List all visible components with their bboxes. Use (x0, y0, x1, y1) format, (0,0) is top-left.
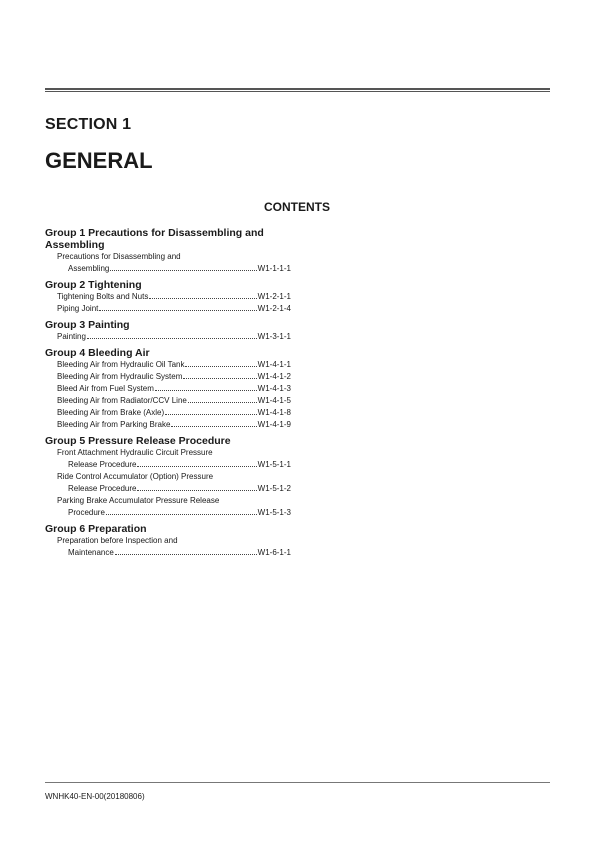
toc-entry-text: Bleed Air from Fuel System (57, 384, 154, 393)
toc-page-number: W1-1-1-1 (257, 264, 291, 273)
dot-leader (137, 466, 256, 467)
toc-entry[interactable] (45, 331, 291, 343)
toc-group-title: Group 2 Tightening (45, 279, 142, 291)
toc-page-number: W1-3-1-1 (257, 332, 291, 341)
section-label: SECTION 1 (45, 116, 132, 133)
toc-entry[interactable] (45, 383, 291, 395)
dot-leader (99, 310, 256, 311)
dot-leader (87, 338, 257, 339)
toc-page-number: W1-5-1-1 (257, 460, 291, 469)
toc-entry-text: Release Procedure (68, 484, 137, 493)
toc-entry-text: Ride Control Accumulator (Option) Pressure (57, 472, 214, 481)
toc-group-title: Group 1 Precautions for Disassembling and Assembling (45, 227, 264, 251)
toc-group (45, 227, 291, 275)
toc-page-number: W1-4-1-1 (257, 360, 291, 369)
contents-heading: CONTENTS (264, 200, 330, 214)
toc-group (45, 319, 291, 343)
toc-entry-text: Assembling (68, 264, 110, 273)
toc-entry-text: Piping Joint (57, 304, 99, 313)
toc-entry-text: Bleeding Air from Hydraulic System (57, 372, 183, 381)
dot-leader (137, 490, 256, 491)
bottom-rule (45, 782, 550, 783)
toc-entry[interactable] (45, 251, 291, 275)
dot-leader (155, 390, 257, 391)
toc-entry-text: Tightening Bolts and Nuts (57, 292, 149, 301)
dot-leader (106, 514, 257, 515)
toc-entry[interactable] (45, 395, 291, 407)
dot-leader (188, 402, 257, 403)
toc-page-number: W1-4-1-9 (257, 420, 291, 429)
toc-page-number: W1-2-1-4 (257, 304, 291, 313)
table-of-contents (45, 227, 291, 563)
toc-page-number: W1-4-1-2 (257, 372, 291, 381)
dot-leader (115, 554, 257, 555)
dot-leader (110, 270, 256, 271)
toc-entry[interactable] (45, 495, 291, 519)
toc-entry[interactable] (45, 291, 291, 303)
toc-page-number: W1-4-1-8 (257, 408, 291, 417)
toc-page-number: W1-4-1-3 (257, 384, 291, 393)
toc-entry-text: Release Procedure (68, 460, 137, 469)
toc-entry-text: Maintenance (68, 548, 114, 557)
toc-group-title: Group 5 Pressure Release Procedure (45, 435, 231, 447)
toc-page-number: W1-4-1-5 (257, 396, 291, 405)
dot-leader (185, 366, 256, 367)
toc-page-number: W1-6-1-1 (257, 548, 291, 557)
toc-page-number: W1-2-1-1 (257, 292, 291, 301)
toc-entry-text: Bleeding Air from Radiator/CCV Line (57, 396, 187, 405)
toc-group (45, 435, 291, 519)
toc-page-number: W1-5-1-2 (257, 484, 291, 493)
toc-entry[interactable] (45, 371, 291, 383)
section-title: GENERAL (45, 148, 153, 173)
toc-group (45, 347, 291, 431)
toc-entry[interactable] (45, 471, 291, 495)
dot-leader (183, 378, 256, 379)
toc-entry-text: Bleeding Air from Brake (Axle) (57, 408, 165, 417)
toc-group-title: Group 3 Painting (45, 319, 130, 331)
toc-group (45, 523, 291, 559)
toc-group-title: Group 6 Preparation (45, 523, 147, 535)
toc-entry-text: Front Attachment Hydraulic Circuit Pressure (57, 448, 213, 457)
dot-leader (149, 298, 256, 299)
toc-entry-text: Parking Brake Accumulator Pressure Release (57, 496, 220, 505)
toc-group-title: Group 4 Bleeding Air (45, 347, 150, 359)
toc-entry-text: Procedure (68, 508, 105, 517)
toc-entry-text: Bleeding Air from Parking Brake (57, 420, 171, 429)
toc-entry[interactable] (45, 419, 291, 431)
footer-doc-code: WNHK40-EN-00(20180806) (45, 792, 145, 801)
toc-entry-text: Bleeding Air from Hydraulic Oil Tank (57, 360, 185, 369)
toc-entry-text: Preparation before Inspection and (57, 536, 178, 545)
toc-entry[interactable] (45, 535, 291, 559)
toc-group (45, 279, 291, 315)
toc-entry[interactable] (45, 447, 291, 471)
toc-entry[interactable] (45, 407, 291, 419)
dot-leader (171, 426, 256, 427)
dot-leader (165, 414, 257, 415)
toc-entry-text: Painting (57, 332, 86, 341)
toc-page-number: W1-5-1-3 (257, 508, 291, 517)
toc-entry-text: Precautions for Disassembling and (57, 252, 181, 261)
toc-entry[interactable] (45, 303, 291, 315)
toc-entry[interactable] (45, 359, 291, 371)
top-rule (45, 88, 550, 92)
